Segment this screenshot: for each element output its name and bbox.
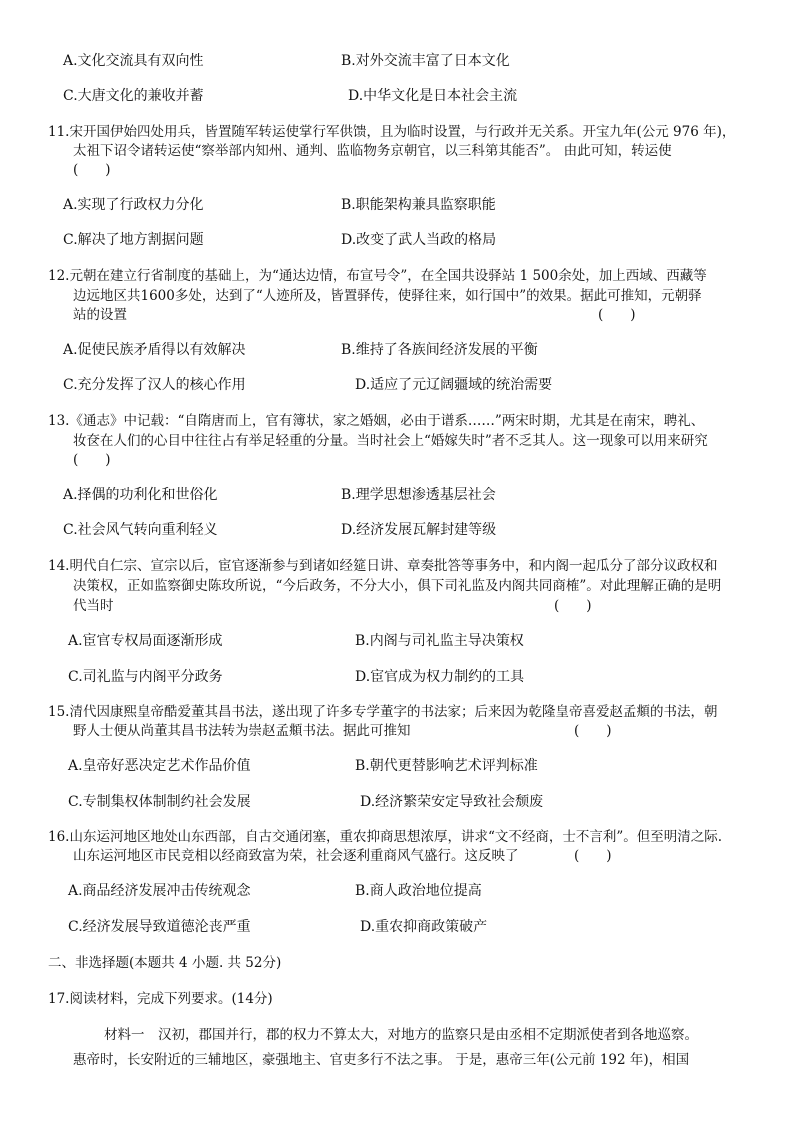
q11-option-d: D.改变了武人当政的格局 <box>341 232 497 248</box>
q15-stem-line-1: 15.清代因康熙皇帝酷爱董其昌书法，遂出现了许多专学董字的书法家；后来因为乾隆皇帝喜爱赵孟頫的书法，朝 <box>48 704 718 720</box>
q14-option-d: D.宦官成为权力制约的工具 <box>355 669 525 685</box>
q14-stem-line-1: 14.明代自仁宗、宣宗以后，宦官逐渐参与到诸如经筵日讲、章奏批答等事务中，和内阁一起瓜分了部分议政权和 <box>48 558 718 574</box>
q14-option-b: B.内阁与司礼监主导决策权 <box>355 633 524 649</box>
q11-option-b: B.职能架构兼具监察职能 <box>341 197 496 213</box>
q12-stem-line-3: 站的设置 <box>73 307 127 323</box>
q15-option-c: C.专制集权体制制约社会发展 <box>68 794 251 810</box>
q12-stem-line-2: 边远地区共1600多处，达到了“人迹所及，皆置驿传，使驿往来，如行国中”的效果。据此可推知，元朝驿 <box>73 288 702 304</box>
q14-stem-line-2: 决策权，正如监察御史陈玫所说，“今后政务，不分大小，俱下司礼监及内阁共同商榷”。对此理解正确的是明 <box>73 578 722 594</box>
q12-option-d: D.适应了元辽阔疆域的统治需要 <box>355 377 553 393</box>
prev-option-a: A.文化交流具有双向性 <box>63 53 204 69</box>
q16-stem-line-2: 山东运河地区市民竞相以经商致富为荣，社会逐利重商风气盛行。这反映了 <box>73 848 519 864</box>
q17-stem: 17.阅读材料，完成下列要求。(14分) <box>48 991 273 1007</box>
q14-stem-line-3: 代当时 <box>73 598 114 614</box>
q16-answer-bracket: ( ) <box>574 848 612 864</box>
q14-answer-bracket: ( ) <box>554 598 592 614</box>
q11-option-c: C.解决了地方割据问题 <box>63 232 204 248</box>
q14-option-c: C.司礼监与内阁平分政务 <box>68 669 223 685</box>
q12-stem-line-1: 12.元朝在建立行省制度的基础上，为“通达边情，布宣号令”，在全国共设驿站 1 500余处，加上西域、西藏等 <box>48 268 707 284</box>
q13-stem-line-2: 妆奁在人们的心目中往往占有举足轻重的分量。当时社会上“婚嫁失时”者不乏其人。这一现象可以用来研究 <box>73 433 708 449</box>
q12-option-a: A.促使民族矛盾得以有效解决 <box>63 342 246 358</box>
q16-option-c: C.经济发展导致道德沦丧严重 <box>68 919 251 935</box>
q16-option-d: D.重农抑商政策破产 <box>360 919 488 935</box>
prev-option-c: C.大唐文化的兼收并蓄 <box>63 88 204 104</box>
q13-option-d: D.经济发展瓦解封建等级 <box>341 522 497 538</box>
q16-stem-line-1: 16.山东运河地区地处山东西部，自古交通闭塞，重农抑商思想浓厚，讲求“文不经商，士不言利”。但至明清之际. <box>48 829 723 845</box>
q13-answer-bracket: ( ) <box>73 452 111 468</box>
q12-option-c: C.充分发挥了汉人的核心作用 <box>63 377 246 393</box>
q15-option-a: A.皇帝好恶决定艺术作品价值 <box>68 758 251 774</box>
q17-material-line-2: 惠帝时，长安附近的三辅地区，豪强地主、官吏多行不法之事。 于是，惠帝三年(公元前 192 年)，相国 <box>73 1052 690 1068</box>
q15-answer-bracket: ( ) <box>574 723 612 739</box>
prev-option-d: D.中华文化是日本社会主流 <box>348 88 518 104</box>
q15-stem-line-2: 野人士便从尚董其昌书法转为崇赵孟頫书法。据此可推知 <box>73 723 411 739</box>
q13-option-b: B.理学思想渗透基层社会 <box>341 487 496 503</box>
q15-option-b: B.朝代更替影响艺术评判标准 <box>355 758 538 774</box>
q14-option-a: A.宦官专权局面逐渐形成 <box>68 633 223 649</box>
q16-option-b: B.商人政治地位提高 <box>355 883 482 899</box>
q13-option-c: C.社会风气转向重利轻义 <box>63 522 218 538</box>
q11-option-a: A.实现了行政权力分化 <box>63 197 204 213</box>
prev-option-b: B.对外交流丰富了日本文化 <box>341 53 510 69</box>
section-heading: 二、非选择题(本题共 4 小题. 共 52分) <box>48 955 282 971</box>
q15-option-d: D.经济繁荣安定导致社会颓废 <box>360 794 544 810</box>
q11-answer-bracket: ( ) <box>73 162 111 178</box>
q11-stem-line-1: 11.宋开国伊始四处用兵，皆置随军转运使掌行军供馈，且为临时设置，与行政并无关系。开宝九年(公元 976 年)， <box>48 124 736 140</box>
q17-material-line-1: 材料一 汉初，郡国并行，郡的权力不算太大，对地方的监察只是由丞相不定期派使者到各地巡察。 <box>104 1027 698 1043</box>
q13-option-a: A.择偶的功利化和世俗化 <box>63 487 218 503</box>
q13-stem-line-1: 13.《通志》中记载：“自隋唐而上，官有簿状，家之婚姻，必由于谱系……”两宋时期，尤其是在南宋，聘礼、 <box>48 413 705 429</box>
q11-stem-line-2: 太祖下诏令诸转运使“察举部内知州、通判、监临物务京朝官，以三科第其能否”。 由此可知，转运使 <box>73 143 672 159</box>
q16-option-a: A.商品经济发展冲击传统观念 <box>68 883 251 899</box>
q12-option-b: B.维持了各族间经济发展的平衡 <box>341 342 538 358</box>
q12-answer-bracket: ( ) <box>598 307 636 323</box>
